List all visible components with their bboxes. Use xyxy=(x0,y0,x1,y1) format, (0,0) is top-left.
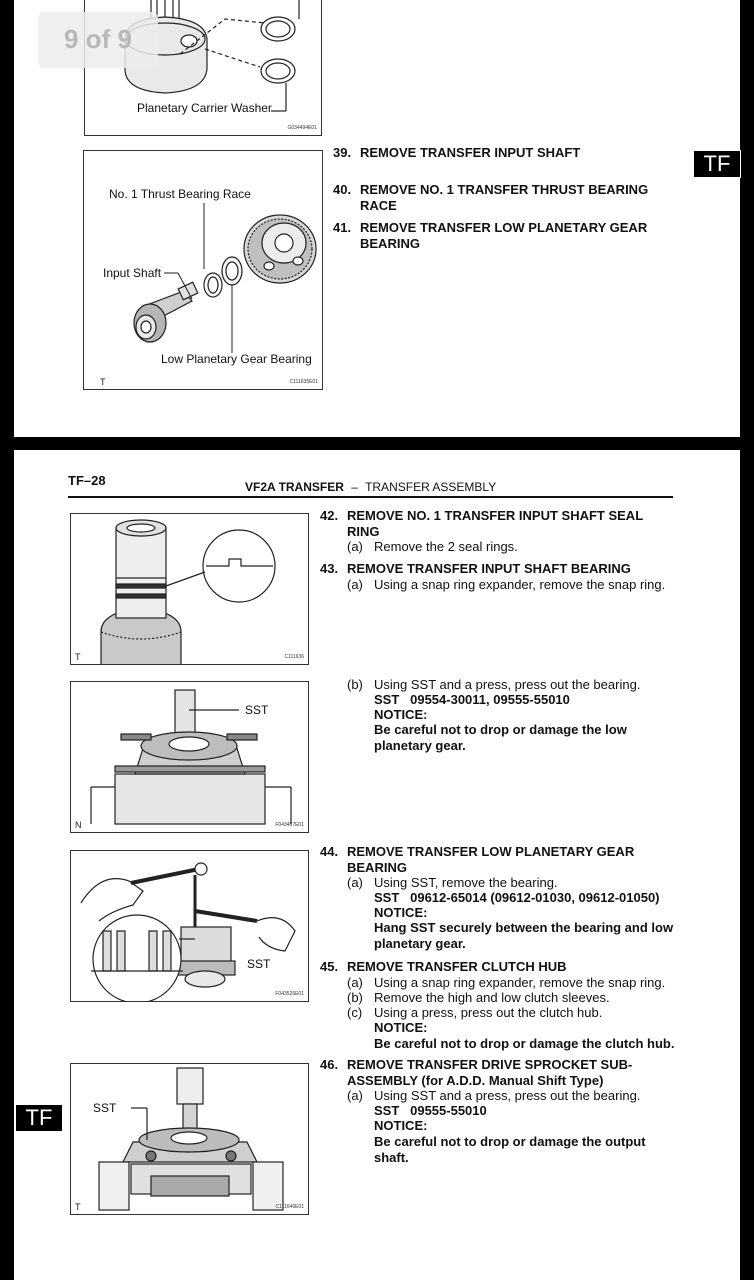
step-43-notice-label: NOTICE: xyxy=(374,707,428,722)
step-46-notice-text: Be careful not to drop or damage the output shaft. xyxy=(374,1134,646,1165)
step-41: 41. REMOVE TRANSFER LOW PLANETARY GEAR BEARING xyxy=(333,220,648,251)
label-input-shaft: Input Shaft xyxy=(103,266,162,280)
step-43-sst: SST 09554-30011, 09555-55010 xyxy=(374,692,570,707)
header-section: VF2A TRANSFER xyxy=(245,480,344,494)
step-45-notice-label: NOTICE: xyxy=(374,1020,428,1035)
step-45: 45. REMOVE TRANSFER CLUTCH HUB xyxy=(320,959,567,974)
figure-input-shaft-removal xyxy=(83,150,323,390)
figure-press-bearing xyxy=(70,681,309,833)
step-44-a: (a) Using SST, remove the bearing. xyxy=(347,875,558,890)
step-42-a: (a) Remove the 2 seal rings. xyxy=(347,539,518,554)
step-40: 40. REMOVE NO. 1 TRANSFER THRUST BEARING RACE xyxy=(333,182,649,213)
figure-code: F043467E01 xyxy=(275,822,304,828)
step-44-notice-text: Hang SST securely between the bearing and low planetary gear. xyxy=(374,920,674,951)
step-43-b: (b) Using SST and a press, press out the bearing. xyxy=(347,677,641,692)
header-rule xyxy=(68,496,673,498)
step-44-sst: SST 09612-65014 (09612-01030, 09612-01050) xyxy=(374,890,660,905)
label-thrust-bearing-race: No. 1 Thrust Bearing Race xyxy=(109,187,251,201)
step-39: 39. REMOVE TRANSFER INPUT SHAFT xyxy=(333,145,581,160)
input-shaft-seal-illustration xyxy=(71,514,308,664)
step-43: 43. REMOVE TRANSFER INPUT SHAFT BEARING xyxy=(320,561,631,576)
step-46: 46. REMOVE TRANSFER DRIVE SPROCKET SUB-ASSEMBLY (for A.D.D. Manual Shift Type) xyxy=(320,1057,633,1088)
step-45-a: (a) Using a snap ring expander, remove the snap ring. xyxy=(347,975,666,990)
step-42: 42. REMOVE NO. 1 TRANSFER INPUT SHAFT SEAL RING xyxy=(320,508,643,539)
page-number: TF–28 xyxy=(68,473,106,488)
figure-code: C111646E01 xyxy=(275,1204,304,1210)
label-sst: SST xyxy=(247,957,271,971)
step-44: 44. REMOVE TRANSFER LOW PLANETARY GEAR BEARING xyxy=(320,844,635,875)
step-43-a: (a) Using a snap ring expander, remove the snap ring. xyxy=(347,577,666,592)
drive-sprocket-illustration xyxy=(71,1064,308,1214)
figure-seal-rings xyxy=(70,513,309,665)
step-46-a: (a) Using SST and a press, press out the bearing. xyxy=(347,1088,641,1103)
page-header-title xyxy=(245,480,496,494)
step-44-notice-label: NOTICE: xyxy=(374,905,428,920)
label-sst: SST xyxy=(245,703,269,717)
step-45-notice-text: Be careful not to drop or damage the clutch hub. xyxy=(374,1036,675,1051)
tf-section-tab-left: TF xyxy=(15,1104,63,1132)
figure-code: C111636 xyxy=(284,654,304,660)
figure-code: C111635E01 xyxy=(289,379,318,385)
figure-corner-mark: T xyxy=(75,652,81,662)
label-planetary-carrier-washer: Planetary Carrier Washer xyxy=(137,101,272,115)
tf-section-tab-right: TF xyxy=(693,150,741,178)
step-45-c: (c) Using a press, press out the clutch hub. xyxy=(347,1005,603,1020)
manual-page-tf-28 xyxy=(14,450,740,1280)
step-43-notice-text: Be careful not to drop or damage the low planetary gear. xyxy=(374,722,627,753)
figure-corner-mark: T xyxy=(75,1202,81,1212)
step-46-notice-label: NOTICE: xyxy=(374,1118,428,1133)
sst-hang-illustration xyxy=(71,851,308,1001)
figure-code: F043526E01 xyxy=(275,991,304,997)
header-subsection: TRANSFER ASSEMBLY xyxy=(365,480,497,494)
header-dash: – xyxy=(351,480,358,494)
step-45-b: (b) Remove the high and low clutch sleeves. xyxy=(347,990,610,1005)
figure-corner-mark: T xyxy=(100,377,106,387)
figure-drive-sprocket xyxy=(70,1063,309,1215)
figure-sst-hang xyxy=(70,850,309,1002)
step-46-sst: SST 09555-55010 xyxy=(374,1103,487,1118)
figure-corner-mark: N xyxy=(75,820,82,830)
page-counter-badge: 9 of 9 xyxy=(38,12,158,68)
label-low-planetary-gear-bearing: Low Planetary Gear Bearing xyxy=(161,352,312,366)
label-sst: SST xyxy=(93,1101,117,1115)
press-sst-illustration xyxy=(71,682,308,832)
figure-code: G034494E01 xyxy=(287,125,317,131)
